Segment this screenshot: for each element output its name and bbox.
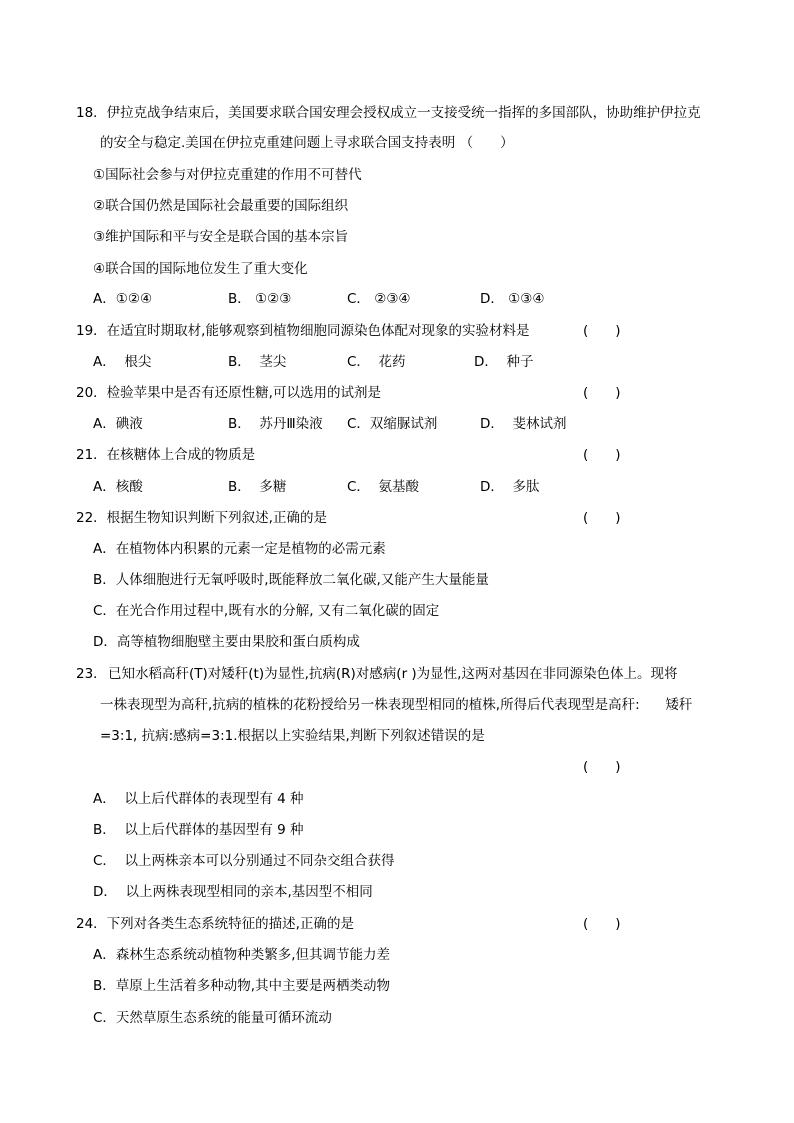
q18-option-c: C． ②③④ (347, 291, 411, 307)
q19-option-a: A． 根尖 (93, 354, 152, 370)
q18-stem: 18．伊拉克战争结束后，美国要求联合国安理会授权成立一支接受统一指挥的多国部队，协助维护伊拉克 (76, 105, 701, 121)
q23-option-b: B． 以上后代群体的基因型有 9 种 (93, 822, 304, 838)
q23-option-d: D． 以上两株表现型相同的亲本,基因型不相同 (93, 884, 373, 900)
q19-option-b: B． 茎尖 (228, 354, 287, 370)
q24-option-b: B．草原上生活着多种动物,其中主要是两栖类动物 (93, 978, 391, 994)
q24-option-c: C．天然草原生态系统的能量可循环流动 (93, 1010, 332, 1026)
q20-stem: 20．检验苹果中是否有还原性糖,可以选用的试剂是 (76, 385, 381, 401)
q22-stem: 22．根据生物知识判断下列叙述,正确的是 (76, 510, 327, 526)
q24-answer-paren: ( ) (583, 916, 621, 932)
q18-option-a: A．①②④ (93, 291, 153, 307)
q21-option-d: D． 多肽 (480, 479, 540, 495)
q20-answer-paren: ( ) (583, 385, 621, 401)
q18-item: ④联合国的国际地位发生了重大变化 (93, 261, 308, 277)
q21-option-c: C． 氨基酸 (347, 479, 420, 495)
q21-answer-paren: ( ) (583, 447, 621, 463)
q23-stem-cont: =3:1, 抗病:感病=3:1.根据以上实验结果,判断下列叙述错误的是 (100, 728, 485, 744)
q22-option-a: A．在植物体内积累的元素一定是植物的必需元素 (93, 541, 386, 557)
q19-option-d: D． 种子 (474, 354, 534, 370)
q18-option-d: D． ①③④ (480, 291, 545, 307)
q22-option-b: B．人体细胞进行无氧呼吸时,既能释放二氧化碳,又能产生大量能量 (93, 572, 489, 588)
q18-item: ③维护国际和平与安全是联合国的基本宗旨 (93, 229, 349, 245)
q20-option-b: B． 苏丹Ⅲ染液 (228, 416, 323, 432)
q21-option-a: A．核酸 (93, 479, 143, 495)
q23-option-c: C． 以上两株亲本可以分别通过不同杂交组合获得 (93, 853, 395, 869)
q23-stem-cont: 一株表现型为高秆,抗病的植株的花粉授给另一株表现型相同的植株,所得后代表现型是高秆: 矮秆 (100, 697, 693, 713)
q21-option-b: B． 多糖 (228, 479, 287, 495)
q19-stem: 19．在适宜时期取材,能够观察到植物细胞同源染色体配对现象的实验材料是 (76, 323, 530, 339)
q18-stem-cont: 的安全与稳定.美国在伊拉克重建问题上寻求联合国支持表明 （ ） (100, 135, 514, 151)
q20-option-c: C．双缩脲试剂 (347, 416, 438, 432)
q20-option-d: D． 斐林试剂 (480, 416, 567, 432)
q23-option-a: A． 以上后代群体的表现型有 4 种 (93, 791, 304, 807)
q18-item: ②联合国仍然是国际社会最重要的国际组织 (93, 198, 349, 214)
q22-option-c: C．在光合作用过程中,既有水的分解, 又有二氧化碳的固定 (93, 603, 440, 619)
q24-stem: 24．下列对各类生态系统特征的描述,正确的是 (76, 916, 354, 932)
q24-option-a: A．森林生态系统动植物种类繁多,但其调节能力差 (93, 947, 391, 963)
q22-option-d: D．高等植物细胞壁主要由果胶和蛋白质构成 (93, 634, 360, 650)
q23-number: 23． (76, 666, 107, 682)
q23-stem: 已知水稻高秆(T)对矮秆(t)为显性,抗病(R)对感病(r )为显性,这两对基因在非同源染色体上。现将 (108, 666, 678, 682)
q23-answer-paren: ( ) (583, 759, 621, 775)
q19-option-c: C． 花药 (347, 354, 406, 370)
q19-answer-paren: ( ) (583, 323, 621, 339)
q22-answer-paren: ( ) (583, 510, 621, 526)
q18-item: ①国际社会参与对伊拉克重建的作用不可替代 (93, 167, 362, 183)
q21-stem: 21．在核糖体上合成的物质是 (76, 447, 256, 463)
q20-option-a: A．碘液 (93, 416, 143, 432)
q18-option-b: B． ①②③ (228, 291, 292, 307)
